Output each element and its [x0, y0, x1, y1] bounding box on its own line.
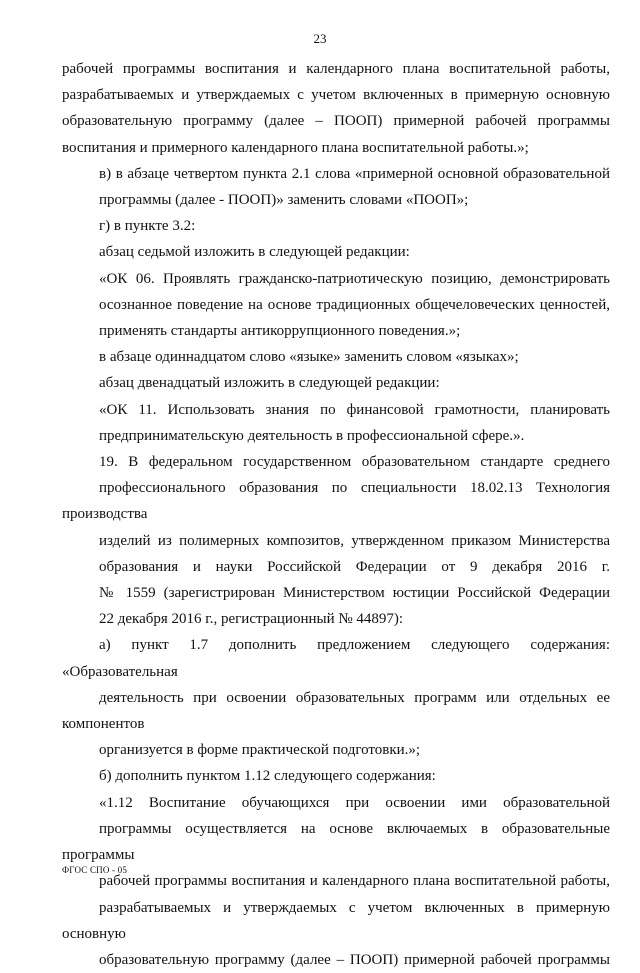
text-line: разрабатываемых и утверждаемых с учетом включенных в примерную основную	[62, 899, 610, 942]
text-line: абзац седьмой изложить в следующей редакции:	[99, 244, 410, 261]
body-paragraph	[62, 397, 610, 449]
text-line: 22 декабря 2016 г., регистрационный № 44897):	[99, 611, 404, 628]
text-line: изделий из полимерных композитов, утвержденном приказом Министерства	[99, 532, 610, 549]
body-paragraph	[62, 239, 610, 265]
body-paragraph	[62, 763, 610, 789]
text-line: рабочей программы воспитания и календарного плана воспитательной работы,	[99, 873, 610, 890]
text-line: в абзаце одиннадцатом слово «языке» заменить словом «языках»;	[99, 349, 519, 366]
body-paragraph	[62, 213, 610, 239]
text-line: организуется в форме практической подготовки.»;	[99, 742, 421, 759]
text-line: № 1559 (зарегистрирован Министерством юстиции Российской Федерации	[99, 585, 610, 602]
text-line: предпринимательскую деятельность в профессиональной сфере.».	[99, 427, 525, 444]
text-line: программы осуществляется на основе включаемых в образовательные программы	[62, 820, 610, 864]
body-paragraph	[62, 449, 610, 632]
body-paragraph	[62, 370, 610, 396]
text-line: б) дополнить пунктом 1.12 следующего содержания:	[99, 768, 436, 785]
page-number: 23	[313, 31, 327, 46]
text-line: в) в абзаце четвертом пункта 2.1 слова «примерной основной образовательной	[99, 165, 610, 182]
text-line: осознанное поведение на основе традиционных общечеловеческих ценностей,	[99, 296, 610, 313]
text-line: применять стандарты антикоррупционного поведения.»;	[99, 323, 461, 340]
text-line: образовательную программу (далее – ПООП) примерной рабочей программы	[62, 113, 610, 130]
text-line: образовательную программу (далее – ПООП) примерной рабочей программы	[99, 951, 610, 968]
text-line: «1.12 Воспитание обучающихся при освоении ими образовательной	[99, 794, 610, 811]
body-paragraph	[62, 344, 610, 370]
text-line: профессионального образования по специальности 18.02.13 Технология производства	[62, 480, 610, 523]
body-paragraph	[62, 790, 610, 973]
text-line: образования и науки Российской Федерации от 9 декабря 2016 г.	[99, 558, 610, 575]
document-body	[62, 56, 610, 973]
text-line: воспитания и примерного календарного плана воспитательной работы.»;	[62, 139, 529, 156]
body-paragraph	[62, 632, 610, 763]
text-line: рабочей программы воспитания и календарного плана воспитательной работы,	[62, 61, 610, 77]
footer-code: ФГОС СПО - 05	[62, 865, 128, 875]
body-paragraph	[62, 56, 610, 161]
text-line: разрабатываемых и утверждаемых с учетом включенных в примерную основную	[62, 87, 610, 104]
text-line: программы (далее - ПООП)» заменить словами «ПООП»;	[99, 192, 469, 209]
text-line: а) пункт 1.7 дополнить предложением следующего содержания: «Образовательная	[62, 637, 610, 680]
body-paragraph	[62, 266, 610, 345]
text-line: 19. В федеральном государственном образовательном стандарте среднего	[99, 454, 610, 471]
text-line: г) в пункте 3.2:	[99, 218, 196, 235]
body-paragraph	[62, 161, 610, 213]
text-line: абзац двенадцатый изложить в следующей редакции:	[99, 375, 440, 392]
text-line: деятельность при освоении образовательных программ или отдельных ее компонентов	[62, 689, 610, 733]
text-line: «ОК 11. Использовать знания по финансовой грамотности, планировать	[99, 401, 610, 418]
text-line: «ОК 06. Проявлять гражданско-патриотическую позицию, демонстрировать	[99, 270, 610, 287]
